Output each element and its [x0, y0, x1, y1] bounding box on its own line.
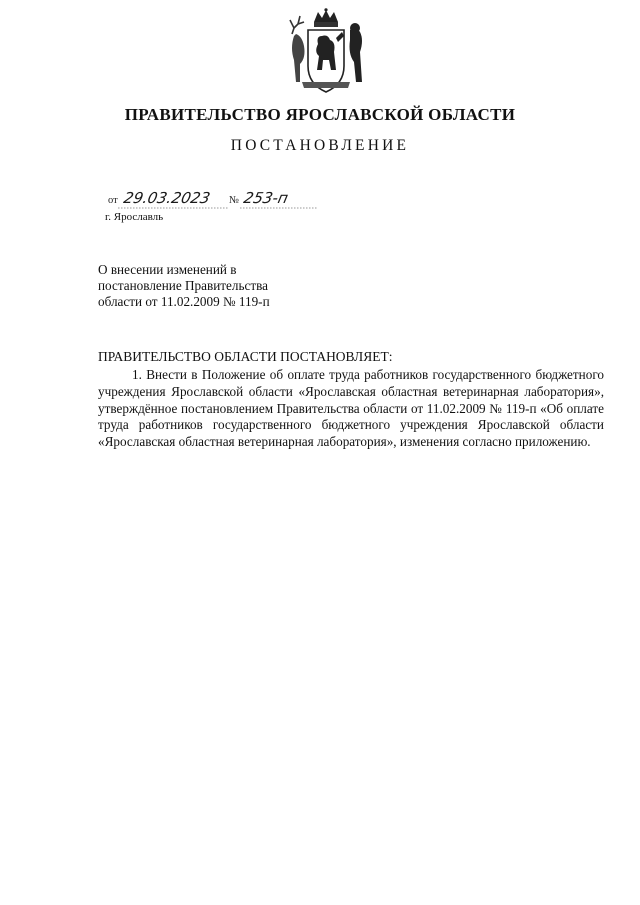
- subject-line: О внесении изменений в: [98, 262, 237, 277]
- item-1-paragraph: 1. Внести в Положение об оплате труда работников государственного бюджетного учреждения Ярославской области «Ярославская областная ветеринарная лаборатория», утверждённое постановлением Правительства области от 11.02.2009 № 119-п «Об оплате труда работников государственного бюджетного учреждения Ярославской области «Ярославская областная ветеринарная лаборатория», изменения согласно приложению.: [98, 367, 604, 450]
- document-date: 29.03.2023: [122, 189, 212, 207]
- coat-of-arms-icon: [284, 8, 368, 96]
- preamble: ПРАВИТЕЛЬСТВО ОБЛАСТИ ПОСТАНОВЛЯЕТ:: [98, 349, 393, 364]
- document-type: ПОСТАНОВЛЕНИЕ: [230, 137, 410, 154]
- government-title: ПРАВИТЕЛЬСТВО ЯРОСЛАВСКОЙ ОБЛАСТИ: [124, 105, 516, 124]
- subject-line: области от 11.02.2009 № 119-п: [98, 294, 270, 309]
- number-prefix: №: [229, 195, 240, 206]
- subject-line: постановление Правительства: [98, 278, 269, 293]
- city: г. Ярославль: [105, 211, 164, 223]
- date-prefix: от: [108, 195, 118, 206]
- document-subject: [98, 262, 270, 310]
- document-number: 253-п: [242, 189, 290, 207]
- date-number-line: [108, 187, 348, 213]
